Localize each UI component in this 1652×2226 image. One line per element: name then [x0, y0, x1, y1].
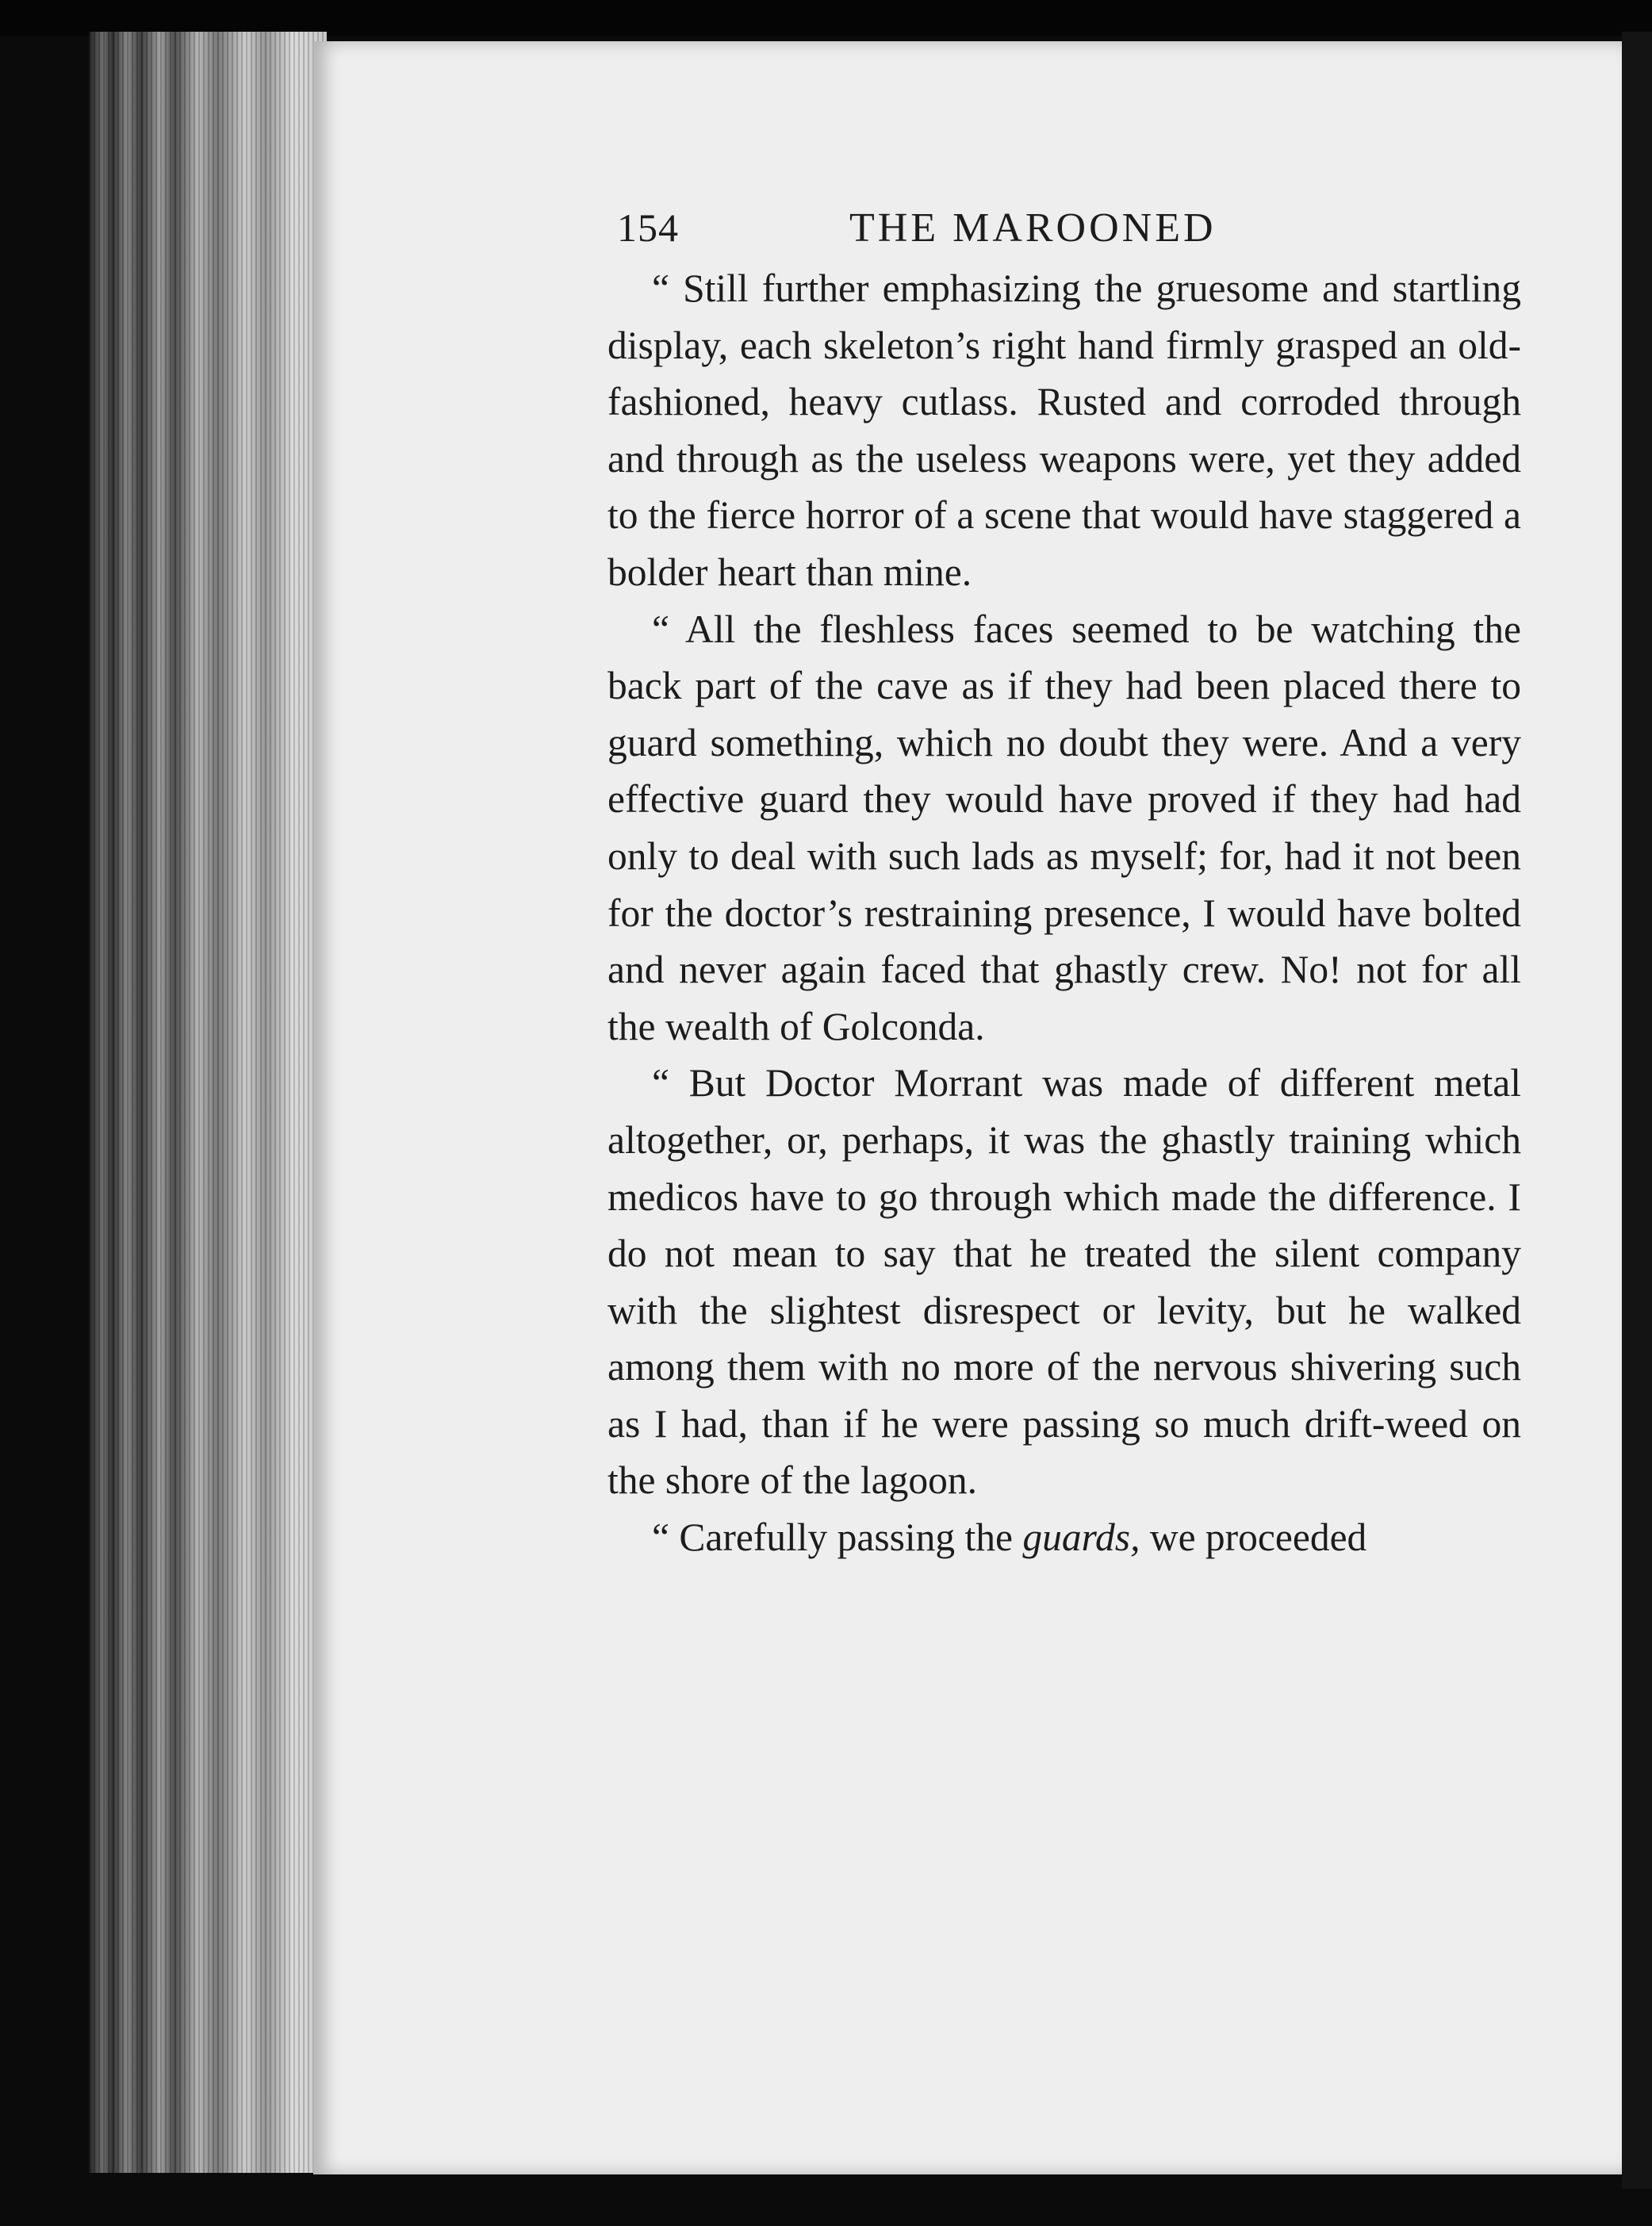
- book-page-edges: [89, 32, 327, 2173]
- page-number: 154: [617, 205, 679, 250]
- running-head: THE MAROONED: [849, 205, 1217, 251]
- paragraph-2: “ All the fleshless faces seemed to be watching the back part of the cave as if they had been placed there to guard something, which no doubt they were. And a very effective guard they would have proved if they had had only to deal with such lads as myself; for, had it not been for the doctor’s restraining presence, I would have bolted and never again faced that ghastly crew. No! not for all the wealth of Golconda.: [608, 607, 1521, 1048]
- paragraph-4-emphasis: guards,: [1022, 1515, 1140, 1560]
- paragraph-3: “ But Doctor Morrant was made of different metal altogether, or, perhaps, it was the ghastly training which medicos have to go through which made the difference. I do not mean to say that he treated the silent company with the slightest disrespect or levity, but he walked among them with no more of the nervous shivering such as I had, than if he were passing so much drift-weed on the shore of the lagoon.: [608, 1061, 1521, 1503]
- scan-border-right: [1622, 32, 1652, 2189]
- paragraph-4: [608, 1509, 1521, 1566]
- paragraph-4-end: we proceeded: [1140, 1515, 1367, 1560]
- paragraph-4-start: “ Carefully passing the: [652, 1515, 1023, 1560]
- scan-border: [0, 0, 1652, 36]
- page-text: [608, 205, 1521, 1566]
- page-header: [608, 205, 1521, 260]
- paragraph-1: “ Still further emphasizing the gruesome and startling display, each skeleton’s right hand firmly grasped an old-fashioned, heavy cutlass. Rusted and corroded through and through as the useless weapons were, yet they added to the fierce horror of a scene that would have staggered a bolder heart than mine.: [608, 266, 1521, 594]
